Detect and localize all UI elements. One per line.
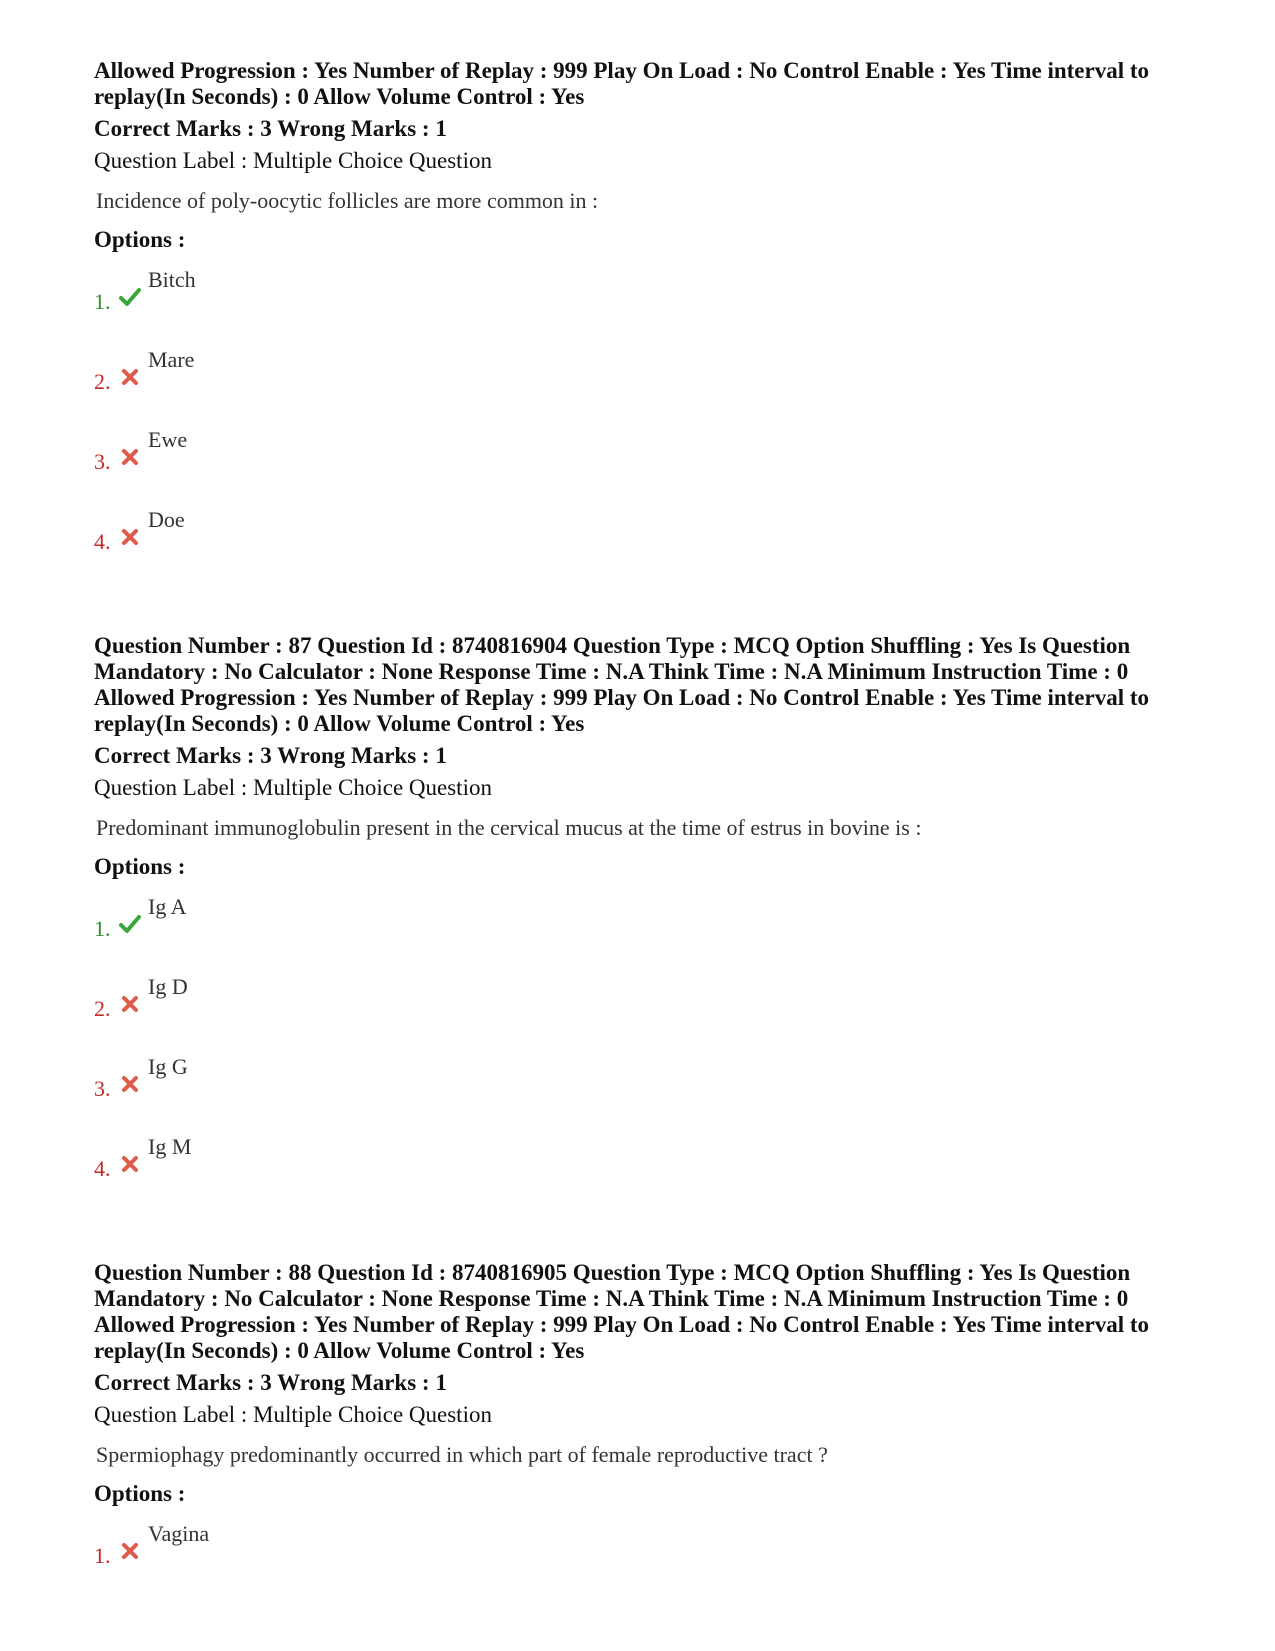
option-text: Mare: [148, 347, 195, 372]
check-icon: [118, 912, 142, 936]
option-number: 2.: [94, 369, 111, 394]
cross-icon: [118, 365, 142, 389]
option-number: 4.: [94, 1156, 111, 1181]
option-text: Bitch: [148, 267, 196, 292]
question-block: [94, 1260, 1194, 1601]
marks-info: Correct Marks : 3 Wrong Marks : 1: [94, 1370, 447, 1395]
question-block: [94, 58, 1194, 587]
option-item: [94, 1054, 1194, 1134]
option-item: [94, 1134, 1194, 1214]
question-block: [94, 633, 1194, 1214]
page-content: [94, 58, 1194, 1601]
options-heading: Options :: [94, 1481, 186, 1506]
option-text: Ewe: [148, 427, 188, 452]
cross-icon: [118, 525, 142, 549]
option-text: Ig A: [148, 894, 187, 919]
question-meta: Allowed Progression : Yes Number of Replay : 999 Play On Load : No Control Enable : Yes Time interval to replay(In Seconds) : 0 Allow Volume Control : Yes: [94, 58, 1150, 109]
option-text: Vagina: [148, 1521, 210, 1546]
option-text: Doe: [148, 507, 185, 532]
option-number: 1.: [94, 916, 111, 941]
option-number: 3.: [94, 449, 111, 474]
marks-info: Correct Marks : 3 Wrong Marks : 1: [94, 743, 447, 768]
question-text: Spermiophagy predominantly occurred in which part of female reproductive tract ?: [96, 1442, 828, 1467]
option-text: Ig M: [148, 1134, 192, 1159]
question-text: Predominant immunoglobulin present in the cervical mucus at the time of estrus in bovine is :: [96, 815, 922, 840]
question-text: Incidence of poly-oocytic follicles are more common in :: [96, 188, 599, 213]
cross-icon: [118, 1072, 142, 1096]
cross-icon: [118, 445, 142, 469]
option-number: 1.: [94, 1543, 111, 1568]
question-label: Question Label : Multiple Choice Question: [94, 1402, 492, 1427]
option-number: 2.: [94, 996, 111, 1021]
option-item: [94, 427, 1194, 507]
question-meta: Question Number : 88 Question Id : 8740816905 Question Type : MCQ Option Shuffling : Yes Is Question Mandatory : No Calculator : None Response Time : N.A Think Time : N.A Minimum Instruction Time : 0 Allowed Progression : Yes Number of Replay : 999 Play On Load : No Control Enable : Yes Time interval to replay(In Seconds) : 0 Allow Volume Control : Yes: [94, 1260, 1150, 1363]
question-label: Question Label : Multiple Choice Question: [94, 775, 492, 800]
question-meta: Question Number : 87 Question Id : 8740816904 Question Type : MCQ Option Shuffling : Yes Is Question Mandatory : No Calculator : None Response Time : N.A Think Time : N.A Minimum Instruction Time : 0 Allowed Progression : Yes Number of Replay : 999 Play On Load : No Control Enable : Yes Time interval to replay(In Seconds) : 0 Allow Volume Control : Yes: [94, 633, 1150, 736]
option-item: [94, 1521, 1194, 1601]
options-heading: Options :: [94, 227, 186, 252]
option-number: 1.: [94, 289, 111, 314]
check-icon: [118, 285, 142, 309]
option-item: [94, 507, 1194, 587]
option-item: [94, 267, 1194, 347]
cross-icon: [118, 1539, 142, 1563]
question-label: Question Label : Multiple Choice Question: [94, 148, 492, 173]
cross-icon: [118, 992, 142, 1016]
options-heading: Options :: [94, 854, 186, 879]
option-item: [94, 347, 1194, 427]
option-number: 4.: [94, 529, 111, 554]
option-number: 3.: [94, 1076, 111, 1101]
option-text: Ig G: [148, 1054, 188, 1079]
marks-info: Correct Marks : 3 Wrong Marks : 1: [94, 116, 447, 141]
option-text: Ig D: [148, 974, 188, 999]
option-item: [94, 974, 1194, 1054]
cross-icon: [118, 1152, 142, 1176]
option-item: [94, 894, 1194, 974]
